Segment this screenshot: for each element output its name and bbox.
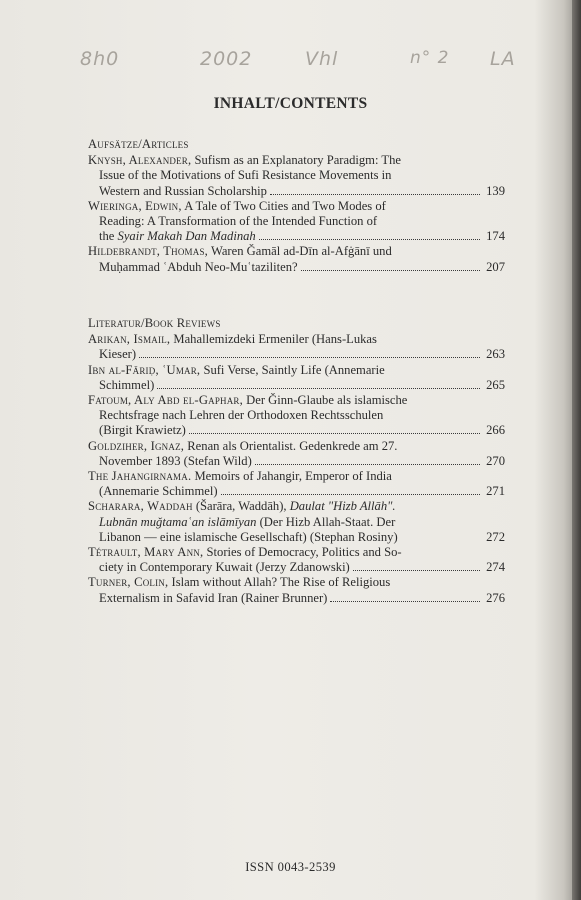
handwritten-note: 2002 xyxy=(200,48,253,70)
entry-title-line: November 1893 (Stefan Wild) xyxy=(99,453,252,468)
entry-title-line: Islam without Allah? The Rise of Religious xyxy=(171,575,391,590)
toc-entry xyxy=(88,332,505,362)
entry-page-number: 207 xyxy=(486,259,505,274)
entry-title-line: (Šarāra, Waddāh), xyxy=(195,499,287,514)
entry-page-number: 265 xyxy=(486,377,505,392)
entry-title-line: Renan als Orientalist. Gedenkrede am 27. xyxy=(187,438,398,453)
dot-leader xyxy=(157,387,480,389)
entry-title-line: the xyxy=(99,229,115,244)
handwritten-note: LA xyxy=(490,48,516,70)
reviews-section xyxy=(88,316,505,606)
entry-author: Hildebrandt, Thomas, xyxy=(88,244,209,259)
toc-entry xyxy=(88,575,505,605)
handwritten-note: 8h0 xyxy=(80,48,120,70)
toc-entry xyxy=(88,469,505,499)
entry-title-line: (Birgit Krawietz) xyxy=(99,423,186,438)
entry-author: Turner, Colin, xyxy=(88,575,169,590)
toc-entry xyxy=(88,198,505,245)
handwritten-annotation xyxy=(80,48,550,88)
entry-title-line: Muḥammad ʿAbduh Neo-Muʿtaziliten? xyxy=(99,259,298,274)
entry-page-number: 174 xyxy=(486,229,505,244)
entry-author: Arikan, Ismail, xyxy=(88,332,171,347)
entry-title-line: Externalism in Safavid Iran (Rainer Brunner) xyxy=(99,590,328,605)
entry-page-number: 266 xyxy=(486,423,505,438)
toc-entry xyxy=(88,362,505,393)
page-title: INHALT/CONTENTS xyxy=(213,95,368,112)
entry-title-line: Issue of the Motivations of Sufi Resistance Movements in xyxy=(99,168,392,183)
dot-leader xyxy=(189,432,480,434)
toc-entry xyxy=(88,153,505,199)
dot-leader xyxy=(221,493,480,495)
entry-title-line: (Annemarie Schimmel) xyxy=(99,484,218,499)
toc-entry xyxy=(88,244,505,274)
entry-author: Ibn al-Fāriḍ, ʿUmar, xyxy=(88,362,201,377)
dot-leader xyxy=(330,600,480,602)
entry-italic-title: Syair Makah Dan Madinah xyxy=(117,229,256,244)
dot-leader xyxy=(270,193,480,195)
entry-page-number: 271 xyxy=(486,484,505,499)
entry-title-line: Sufi Verse, Saintly Life (Annemarie xyxy=(203,362,385,377)
entry-author: Fatoum, Aly Abd el-Gaphar, xyxy=(88,393,243,408)
articles-section xyxy=(88,137,505,275)
entry-page-number: 263 xyxy=(486,347,505,362)
entry-title-line: Western and Russian Scholarship xyxy=(99,183,267,198)
entry-title-line: Stories of Democracy, Politics and So- xyxy=(206,545,402,560)
entry-italic-title: Daulat "Hizb Allāh". xyxy=(289,499,396,514)
entry-author: Tétrault, Mary Ann, xyxy=(88,545,204,560)
entry-title-line: Waren Ǧamāl ad-Dīn al-Afġānī und xyxy=(210,244,392,259)
entry-title-line: Sufism as an Explanatory Paradigm: The xyxy=(194,153,401,168)
entry-author: Knysh, Alexander, xyxy=(88,153,192,168)
entry-title-line: Reading: A Transformation of the Intended Function of xyxy=(99,214,378,229)
entry-title-line: A Tale of Two Cities and Two Modes of xyxy=(184,198,386,213)
toc-entry xyxy=(88,499,505,545)
dot-leader xyxy=(259,238,480,240)
section-heading-reviews: Literatur/Book Reviews xyxy=(88,316,221,330)
entry-title-line: Mahallemizdeki Ermeniler (Hans-Lukas xyxy=(173,332,377,347)
entry-title-line: Libanon — eine islamische Gesellschaft) (Stephan Rosiny) xyxy=(99,529,398,544)
entry-author: Wieringa, Edwin, xyxy=(88,198,182,213)
dot-leader xyxy=(255,463,480,465)
entry-author: The Jahangirnama. xyxy=(88,469,192,484)
entry-title-line: (Der Hizb Allah-Staat. Der xyxy=(259,514,396,529)
entry-page-number: 274 xyxy=(486,560,505,575)
toc-entry xyxy=(88,393,505,439)
entry-page-number: 139 xyxy=(486,183,505,198)
entry-author: Goldziher, Ignaz, xyxy=(88,438,185,453)
entry-italic-title: Lubnān muǧtamaʿan islāmīyan xyxy=(99,514,257,529)
entry-author: Scharara, Waddah xyxy=(88,499,193,514)
handwritten-note: n° 2 xyxy=(410,48,450,68)
entry-title-line: Rechtsfrage nach Lehren der Orthodoxen Rechtsschulen xyxy=(99,408,384,423)
toc-entry xyxy=(88,545,505,575)
dot-leader xyxy=(301,269,480,271)
entry-title-line: Der Ǧinn-Glaube als islamische xyxy=(246,393,408,408)
section-heading-articles: Aufsätze/Articles xyxy=(88,137,189,151)
entry-title-line: Schimmel) xyxy=(99,377,155,392)
handwritten-note: Vhl xyxy=(305,48,339,70)
issn-number: ISSN 0043-2539 xyxy=(245,860,336,874)
entry-title-line: ciety in Contemporary Kuwait (Jerzy Zdanowski) xyxy=(99,560,350,575)
entry-page-number: 276 xyxy=(486,590,505,605)
entry-page-number: 270 xyxy=(486,453,505,468)
entry-title-line: Memoirs of Jahangir, Emperor of India xyxy=(194,469,392,484)
entry-page-number: 272 xyxy=(486,529,505,544)
toc-entry xyxy=(88,438,505,469)
page-edge-shadow xyxy=(572,0,581,900)
dot-leader xyxy=(139,356,480,358)
dot-leader xyxy=(353,569,480,571)
entry-title-line: Kieser) xyxy=(99,347,137,362)
